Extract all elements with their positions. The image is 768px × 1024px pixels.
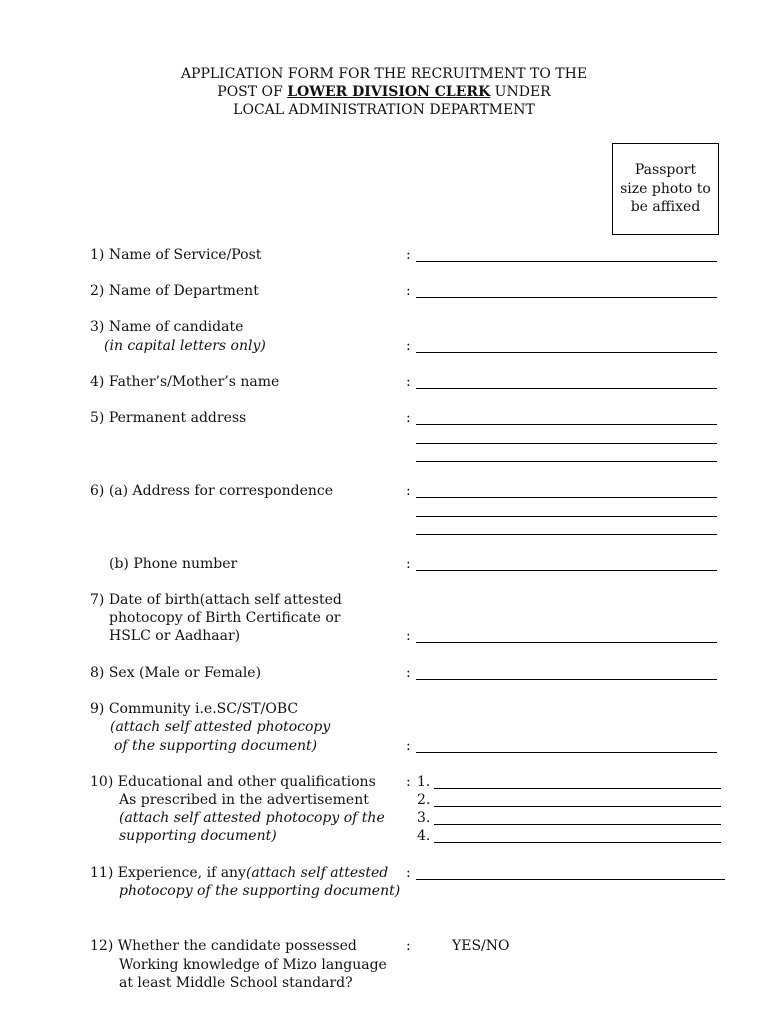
community-note-1: (attach self attested photocopy <box>110 719 331 735</box>
sex-blank[interactable] <box>416 679 717 680</box>
field-label-mizo-language: 12) Whether the candidate possessed <box>90 938 357 954</box>
qualification-number-3: 3. <box>417 810 431 826</box>
qualification-blank-2[interactable] <box>434 806 721 807</box>
colon: : <box>406 483 411 499</box>
service-post-blank[interactable] <box>416 261 717 262</box>
title-prefix: POST OF <box>217 84 288 100</box>
field-label-phone-number: (b) Phone number <box>109 556 238 572</box>
permanent-address-blank-2[interactable] <box>416 443 717 444</box>
department-blank[interactable] <box>416 297 717 298</box>
mizo-language-note-2: at least Middle School standard? <box>119 975 353 991</box>
qualification-number-1: 1. <box>417 774 431 790</box>
passport-photo-box[interactable] <box>612 143 719 235</box>
colon: : <box>406 938 411 954</box>
field-label-qualifications: 10) Educational and other qualifications <box>90 774 376 790</box>
form-title-line-3: LOCAL ADMINISTRATION DEPARTMENT <box>233 102 535 118</box>
photo-label-2: size photo to <box>620 180 711 197</box>
qualification-blank-1[interactable] <box>434 788 721 789</box>
experience-note-2: photocopy of the supporting document) <box>119 883 401 899</box>
photo-label-3: be affixed <box>630 199 701 215</box>
parent-name-blank[interactable] <box>416 388 717 389</box>
field-label-service-post: 1) Name of Service/Post <box>90 247 262 263</box>
colon: : <box>406 338 411 354</box>
community-note-2: of the supporting document) <box>114 738 318 754</box>
colon: : <box>406 774 411 790</box>
field-label-community: 9) Community i.e.SC/ST/OBC <box>90 701 299 717</box>
qualification-number-2: 2. <box>417 792 431 808</box>
field-label-correspondence-address: 6) (a) Address for correspondence <box>90 483 334 499</box>
community-blank[interactable] <box>416 752 717 753</box>
field-label-parent-name: 4) Father’s/Mother’s name <box>90 374 280 390</box>
form-title-line-2 <box>0 83 768 101</box>
colon: : <box>406 665 411 681</box>
qualifications-note-1: As prescribed in the advertisement <box>119 792 369 808</box>
colon: : <box>406 247 411 263</box>
qualifications-note-3: supporting document) <box>119 828 277 844</box>
colon: : <box>406 738 411 754</box>
qualification-number-4: 4. <box>417 828 431 844</box>
experience-blank[interactable] <box>416 879 725 880</box>
experience-note-1: (attach self attested <box>245 865 389 881</box>
candidate-name-blank[interactable] <box>416 352 717 353</box>
colon: : <box>406 865 411 881</box>
phone-number-blank[interactable] <box>416 570 717 571</box>
title-suffix: UNDER <box>490 84 551 100</box>
qualification-blank-4[interactable] <box>434 842 721 843</box>
field-label-experience <box>90 865 388 881</box>
qualification-blank-3[interactable] <box>434 824 721 825</box>
form-title-line-1: APPLICATION FORM FOR THE RECRUITMENT TO THE <box>180 66 588 82</box>
colon: : <box>406 283 411 299</box>
post-name: LOWER DIVISION CLERK <box>287 84 491 100</box>
field-label-department: 2) Name of Department <box>90 283 259 299</box>
candidate-name-note: (in capital letters only) <box>104 338 266 354</box>
colon: : <box>406 628 411 644</box>
correspondence-address-blank-1[interactable] <box>416 497 717 498</box>
colon: : <box>406 556 411 572</box>
permanent-address-blank-3[interactable] <box>416 461 717 462</box>
field-label-candidate-name: 3) Name of candidate <box>90 319 244 335</box>
qualifications-note-2: (attach self attested photocopy of the <box>119 810 385 826</box>
photo-label-1: Passport <box>634 162 697 178</box>
field-label-date-of-birth: 7) Date of birth(attach self attested <box>90 592 342 608</box>
date-of-birth-blank[interactable] <box>416 642 717 643</box>
date-of-birth-note-1: photocopy of Birth Certificate or <box>109 610 341 626</box>
colon: : <box>406 374 411 390</box>
yes-no-answer[interactable]: YES/NO <box>452 938 510 954</box>
correspondence-address-blank-2[interactable] <box>416 516 717 517</box>
field-label-sex: 8) Sex (Male or Female) <box>90 665 262 681</box>
mizo-language-note-1: Working knowledge of Mizo language <box>119 957 387 973</box>
field-label-permanent-address: 5) Permanent address <box>90 410 247 426</box>
experience-label: 11) Experience, if any <box>90 865 246 881</box>
permanent-address-blank-1[interactable] <box>416 424 717 425</box>
correspondence-address-blank-3[interactable] <box>416 534 717 535</box>
colon: : <box>406 410 411 426</box>
date-of-birth-note-2: HSLC or Aadhaar) <box>109 628 241 644</box>
